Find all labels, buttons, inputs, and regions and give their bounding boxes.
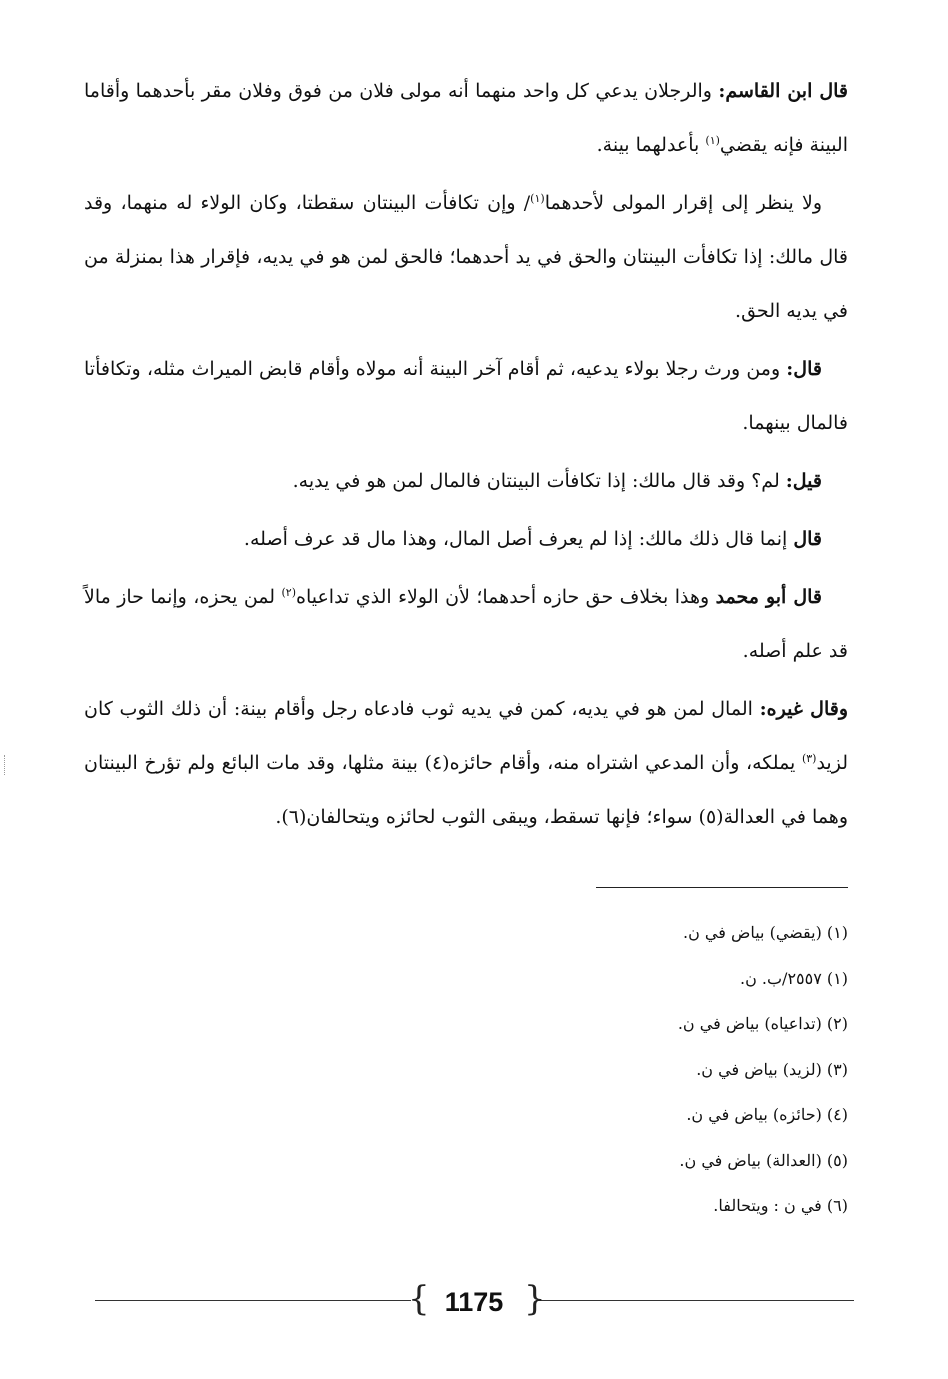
paragraph-7	[84, 682, 848, 844]
footnotes	[300, 910, 848, 1229]
paragraph-lead: قال أبو محمد	[715, 586, 823, 608]
paragraph-lead: قيل:	[785, 470, 822, 492]
right-brace-icon: }	[524, 1279, 546, 1319]
paragraph-1	[84, 64, 848, 172]
paragraph-tail: بأعدلهما بينة.	[596, 134, 706, 156]
footer-rule-left	[95, 1300, 411, 1301]
footnote-item: (٢) (تداعياه) بياض في ن.	[677, 1014, 848, 1033]
scan-edge-mark	[4, 755, 8, 775]
footnote-ref: (٣)	[801, 752, 817, 765]
main-text	[84, 64, 848, 848]
footer-rule-right	[536, 1300, 854, 1301]
footnote-item: (٦) في ن : ويتحالفا.	[713, 1196, 848, 1215]
paragraph-lead: قال ابن القاسم:	[718, 80, 848, 102]
paragraph-text: ولا ينظر إلى إقرار المولى لأحدهما	[544, 192, 823, 214]
paragraph-5	[84, 512, 848, 566]
paragraph-text: ومن ورث رجلا بولاء يدعيه، ثم أقام آخر البينة أنه مولاه وأقام قابض الميراث مثله، وتكافأتا فالمال بينهما.	[84, 358, 848, 434]
paragraph-lead: وقال غيره:	[759, 698, 848, 720]
paragraph-lead: قال:	[786, 358, 822, 380]
footnote-item: (١) (يقضي) بياض في ن.	[683, 923, 848, 942]
footnote-item: (٥) (العدالة) بياض في ن.	[679, 1150, 848, 1170]
paragraph-6	[84, 570, 848, 678]
paragraph-text: المال لمن هو في يديه، كمن في يديه ثوب فادعاه رجل وأقام بينة: أن ذلك الثوب كان لزيد	[84, 698, 848, 774]
paragraph-text: والرجلان يدعي كل واحد منهما أنه مولى فلان من فوق وفلان مقر بأحدهما وأقاما البينة فإنه يقضي	[84, 80, 848, 156]
page-number: 1175	[444, 1287, 504, 1317]
paragraph-tail: يملكه، وأن المدعي اشتراه منه، وأقام حائزه(٤) بينة مثلها، وقد مات البائع ولم تؤرخ البينتان وهما في العدالة(٥) سواء؛ فإنها تسقط، ويبقى الثوب لحائزه ويتحالفان(٦).	[84, 752, 848, 828]
paragraph-tail: / وإن تكافأت البينتان سقطتا، وكان الولاء له منهما، وقد قال مالك: إذا تكافأت البينتان والحق في يد أحدهما؛ فالحق لمن هو في يديه، فإقرار هذا بمنزلة من في يديه الحق.	[84, 192, 848, 322]
paragraph-text: إنما قال ذلك مالك: إذا لم يعرف أصل المال، وهذا مال قد عرف أصله.	[243, 528, 794, 550]
footnote-item: (٤) (حائزه) بياض في ن.	[686, 1105, 848, 1124]
left-brace-icon: {	[408, 1279, 430, 1319]
paragraph-3	[84, 342, 848, 450]
paragraph-2	[84, 176, 848, 338]
footnote-ref: (٢)	[281, 586, 296, 599]
footnote-ref: (١)	[705, 134, 720, 147]
footnote-separator	[596, 887, 848, 888]
paragraph-text: وهذا بخلاف حق حازه أحدهما؛ لأن الولاء الذي تداعياه	[295, 586, 716, 608]
footnote-item: (١) ٢٥٥٧/ب. ن.	[739, 968, 848, 988]
paragraph-lead: قال	[793, 528, 822, 550]
paragraph-text: لم؟ وقد قال مالك: إذا تكافأت البينتان فالمال لمن هو في يديه.	[292, 470, 786, 492]
paragraph-4	[84, 454, 848, 508]
paragraph-tail: لمن يحزه، وإنما حاز مالاً قد علم أصله.	[84, 586, 848, 662]
footnote-item: (٣) (لزيد) بياض في ن.	[696, 1059, 848, 1079]
footnote-ref: (١)	[530, 192, 545, 205]
